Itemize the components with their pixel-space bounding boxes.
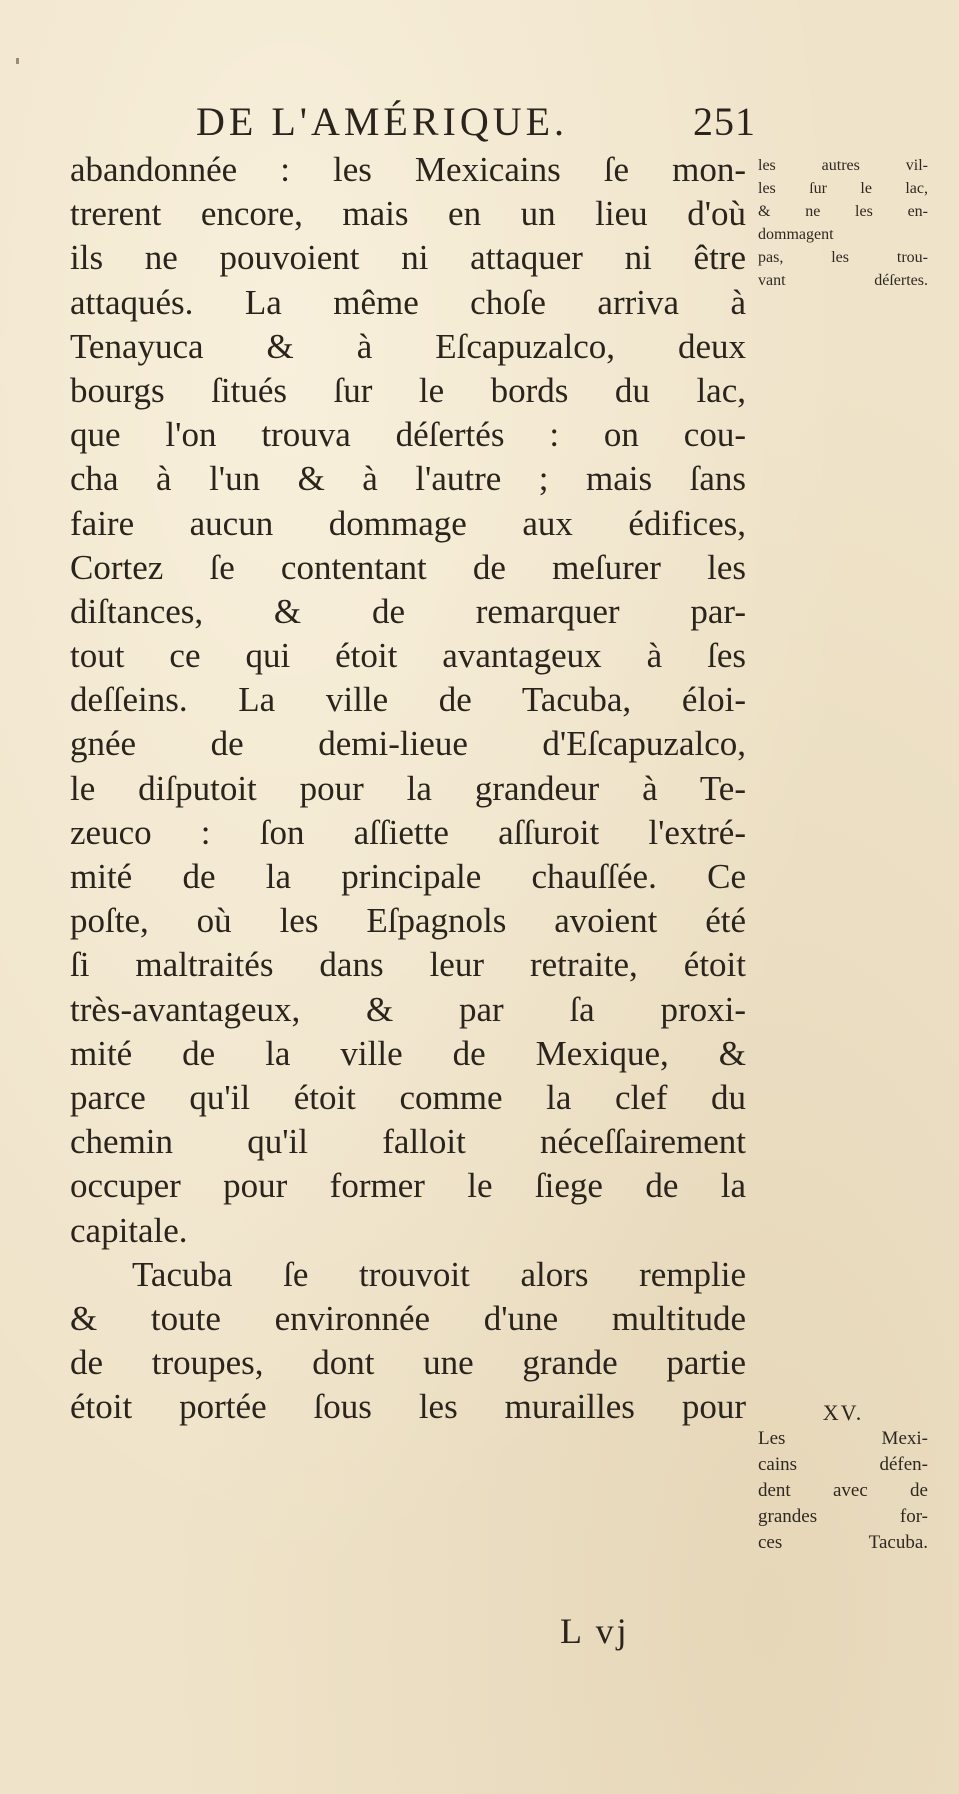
text-line: deſſeins. La ville de Tacuba, éloi- [70, 680, 746, 720]
text-line: mité de la principale chauſſée. Ce [70, 857, 746, 896]
text-line: cha à l'un & à l'autre ; mais ſans [70, 459, 746, 499]
running-header [196, 98, 756, 154]
text-line: chemin qu'il falloit néceſſairement [70, 1122, 746, 1162]
margin-note-line: ces Tacuba. [758, 1532, 928, 1553]
text-line: Cortez ſe contentant de meſurer les [70, 547, 746, 587]
page-number: 251 [693, 99, 756, 144]
text-line: bourgs ſitués ſur le bords du lac, [70, 370, 746, 410]
margin-note-2 [758, 1400, 928, 1556]
margin-note-line: les ſur le lac, [758, 180, 928, 197]
text-line: capitale. [70, 1210, 188, 1250]
text-line: trerent encore, mais en un lieu d'où [70, 194, 746, 234]
text-line: attaqués. La même choſe arriva à [70, 282, 746, 322]
text-line: & toute environnée d'une multitude [70, 1298, 746, 1338]
signature-mark: L vj [560, 1611, 630, 1651]
text-line: abandonnée : les Mexicains ſe mon- [70, 150, 746, 189]
text-line: Tenayuca & à Eſcapuzalco, deux [70, 326, 746, 366]
text-line: diſtances, & de remarquer par- [70, 591, 746, 631]
margin-note-1 [758, 154, 928, 292]
text-line: de troupes, dont une grande partie [70, 1343, 746, 1383]
text-line: ils ne pouvoient ni attaquer ni être [70, 238, 746, 278]
text-line: ſi maltraités dans leur retraite, étoit [70, 945, 746, 985]
margin-note-line: XV. [822, 1400, 864, 1425]
text-line: zeuco : ſon aſſiette aſſuroit l'extré- [70, 812, 746, 852]
text-line: Tacuba ſe trouvoit alors remplie [132, 1254, 746, 1294]
margin-note-line: dent avec de [758, 1480, 928, 1501]
text-line: le diſputoit pour la grandeur à Te- [70, 768, 746, 808]
header-title: DE L'AMÉRIQUE. [196, 99, 569, 144]
text-line: occuper pour former le ſiege de la [70, 1166, 746, 1206]
text-line: étoit portée ſous les murailles pour [70, 1387, 746, 1427]
text-line: poſte, où les Eſpagnols avoient été [70, 901, 746, 941]
margin-note-line: vant déſertes. [758, 272, 928, 289]
text-line: tout ce qui étoit avantageux à ſes [70, 636, 746, 676]
text-line: que l'on trouva déſertés : on cou- [70, 415, 746, 455]
margin-note-line: & ne les en- [758, 203, 928, 220]
margin-note-line: Les Mexi- [758, 1428, 928, 1449]
margin-note-line: pas, les trou- [758, 249, 928, 266]
text-line: parce qu'il étoit comme la clef du [70, 1077, 746, 1117]
margin-note-line: grandes for- [758, 1506, 928, 1527]
text-line: très-avantageux, & par ſa proxi- [70, 989, 746, 1029]
body-text [70, 148, 746, 1429]
text-line: mité de la ville de Mexique, & [70, 1033, 746, 1073]
print-mark [16, 58, 19, 64]
margin-note-line: les autres vil- [758, 157, 928, 174]
text-line: gnée de demi-lieue d'Eſcapuzalco, [70, 724, 746, 764]
margin-note-line: dommagent [758, 226, 834, 243]
text-line: faire aucun dommage aux édifices, [70, 503, 746, 543]
margin-note-line: cains défen- [758, 1454, 928, 1475]
